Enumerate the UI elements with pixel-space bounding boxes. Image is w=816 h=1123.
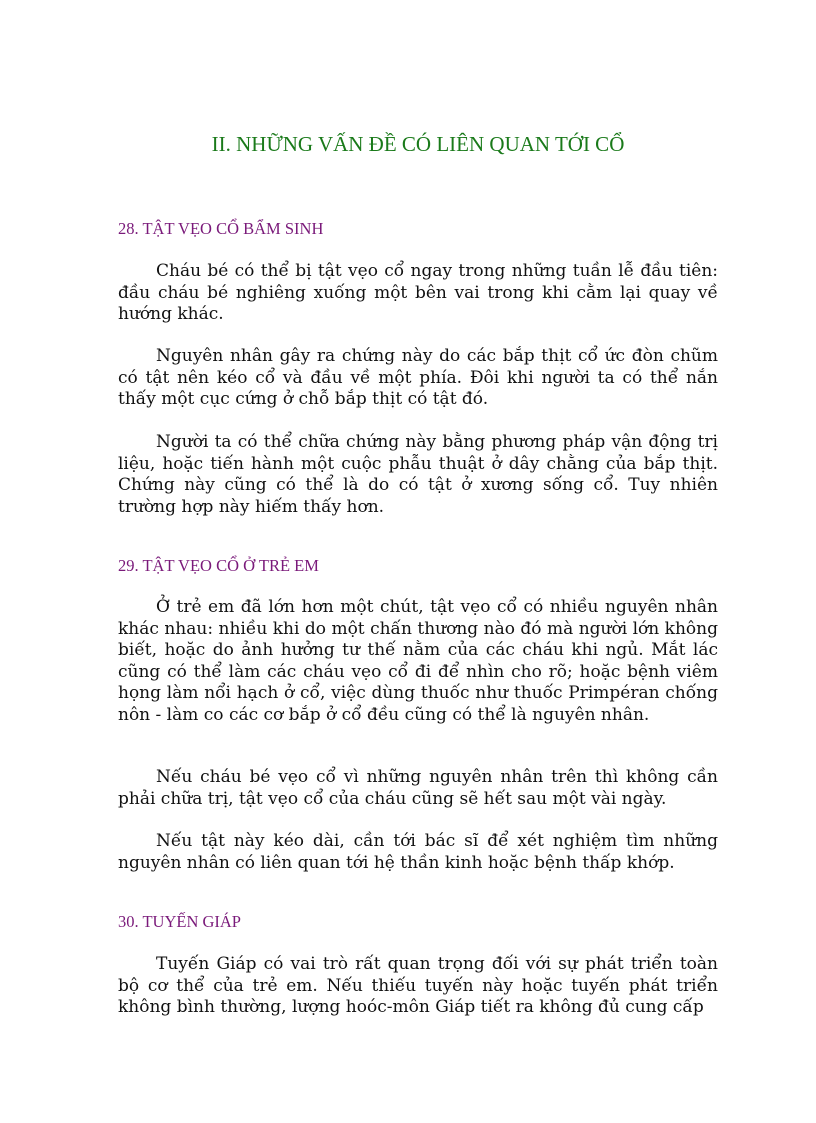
paragraph: Cháu bé có thể bị tật vẹo cổ ngay trong những tuần lễ đầu tiên: đầu cháu bé nghiêng xuống một bên vai trong khi cằm lại quay về hướng khác. <box>118 261 718 324</box>
chapter-title: II. NHỮNG VẤN ĐỀ CÓ LIÊN QUAN TỚI CỔ <box>211 132 625 156</box>
paragraph: Nguyên nhân gây ra chứng này do các bắp thịt cổ ức đòn chũm có tật nên kéo cổ và đầu về một phía. Đôi khi người ta có thể nắn thấy một cục cứng ở chỗ bắp thịt có tật đó. <box>118 346 718 409</box>
section-heading-29: 29. TẬT VẸO CỔ Ở TRẺ EM <box>118 556 319 575</box>
paragraph: Tuyến Giáp có vai trò rất quan trọng đối với sự phát triển toàn bộ cơ thể của trẻ em. Nếu thiếu tuyến này hoặc tuyến phát triển không bình thường, lượng hoóc-môn Giáp tiết ra không đủ cung cấp <box>118 954 718 1017</box>
paragraph: Nếu cháu bé vẹo cổ vì những nguyên nhân trên thì không cần phải chữa trị, tật vẹo cổ của cháu cũng sẽ hết sau một vài ngày. <box>118 767 718 809</box>
paragraph: Người ta có thể chữa chứng này bằng phương pháp vận động trị liệu, hoặc tiến hành một cuộc phẫu thuật ở dây chằng của bắp thịt. Chứng này cũng có thể là do có tật ở xương sống cổ. Tuy nhiên trường hợp này hiếm thấy hơn. <box>118 432 718 517</box>
section-heading-30: 30. TUYẾN GIÁP <box>118 912 241 931</box>
section-heading-28: 28. TẬT VẸO CỔ BẨM SINH <box>118 219 324 238</box>
paragraph: Ở trẻ em đã lớn hơn một chút, tật vẹo cổ có nhiều nguyên nhân khác nhau: nhiều khi do một chấn thương nào đó mà người lớn không biết, hoặc do ảnh hưởng tư thế nằm của các cháu khi ngủ. Mắt lác cũng có thể làm các cháu vẹo cổ đi để nhìn cho rõ; hoặc bệnh viêm họng làm nổi hạch ở cổ, việc dùng thuốc như thuốc Primpéran chống nôn - làm co các cơ bắp ở cổ đều cũng có thể là nguyên nhân. <box>118 597 718 725</box>
paragraph: Nếu tật này kéo dài, cần tới bác sĩ để xét nghiệm tìm những nguyên nhân có liên quan tới hệ thần kinh hoặc bệnh thấp khớp. <box>118 831 718 873</box>
